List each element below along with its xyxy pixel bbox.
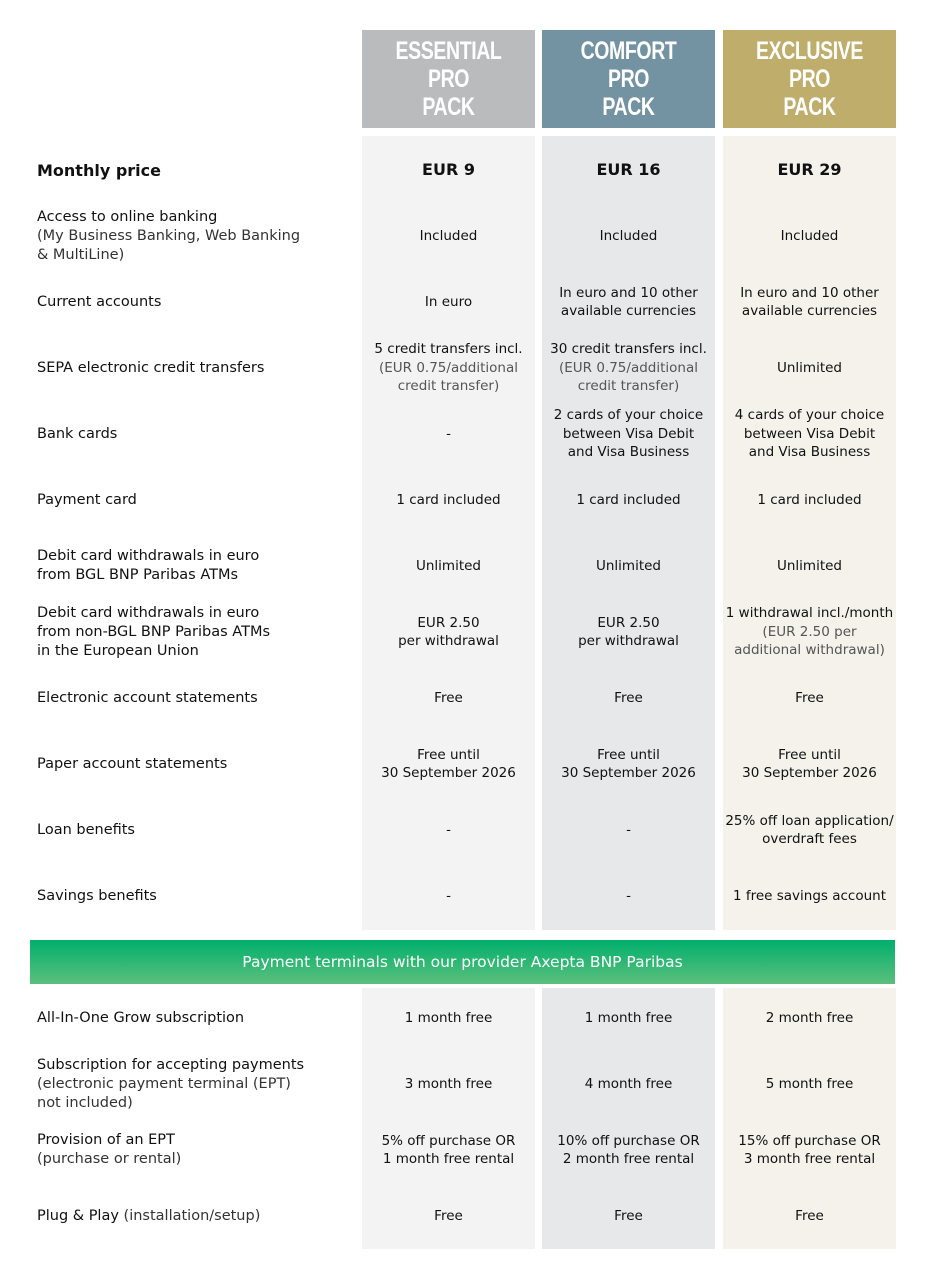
cell-value: Free <box>434 1207 463 1224</box>
cell-exclusive <box>723 599 896 665</box>
table-row <box>0 985 926 1051</box>
row-label <box>37 533 357 599</box>
cell-value: Free until 30 September 2026 <box>742 746 877 781</box>
cell-comfort <box>542 269 715 335</box>
table-row <box>0 335 926 401</box>
cell-essential <box>362 401 535 467</box>
cell-value: Free <box>434 689 463 706</box>
cell-value: 5% off purchase OR 1 month free rental <box>381 1132 516 1167</box>
cell-comfort <box>542 797 715 863</box>
cell-value: EUR 2.50 per withdrawal <box>578 614 679 649</box>
cell-comfort <box>542 665 715 731</box>
cell-exclusive <box>723 665 896 731</box>
cell-value: EUR 16 <box>596 159 661 179</box>
cell-value: EUR 2.50 per withdrawal <box>398 614 499 649</box>
cell-value: In euro and 10 other available currencies <box>740 284 879 319</box>
row-label <box>37 985 357 1051</box>
table-row <box>0 599 926 665</box>
row-label <box>37 599 357 665</box>
cell-value: 2 cards of your choice between Visa Debit and Visa Business <box>553 407 704 461</box>
row-label-main: Debit card withdrawals in euro from BGL BNP Paribas ATMs <box>37 548 260 583</box>
cell-value: 4 cards of your choice between Visa Debit and Visa Business <box>734 407 885 461</box>
cell-value: 4 month free <box>584 1075 673 1092</box>
cell-comfort <box>542 401 715 467</box>
cell-comfort <box>542 731 715 797</box>
cell-value: - <box>446 425 451 442</box>
cell-exclusive <box>723 1183 896 1249</box>
row-label-main: Payment card <box>37 491 137 508</box>
cell-value: 15% off purchase OR 3 month free rental <box>738 1132 881 1167</box>
cell-essential <box>362 1051 535 1117</box>
row-label-note: (My Business Banking, Web Banking & MultiLine) <box>37 227 301 263</box>
cell-exclusive <box>723 401 896 467</box>
cell-value: Unlimited <box>595 557 661 574</box>
cell-value: 30 credit transfers incl. <box>550 341 707 358</box>
table-row <box>0 467 926 533</box>
cell-value: Free <box>795 1207 824 1224</box>
cell-value: - <box>626 887 631 904</box>
table-row <box>0 797 926 863</box>
cell-exclusive <box>723 137 896 203</box>
cell-essential <box>362 863 535 929</box>
row-label-main: Loan benefits <box>37 821 135 838</box>
row-label-main: Subscription for accepting payments <box>37 1056 305 1073</box>
table-row <box>0 665 926 731</box>
cell-essential <box>362 797 535 863</box>
cell-value: - <box>446 887 451 904</box>
row-label-main: Electronic account statements <box>37 689 258 706</box>
cell-value: 1 month free <box>584 1009 673 1026</box>
row-label-note: (purchase or rental) <box>37 1151 182 1167</box>
cell-comfort <box>542 203 715 269</box>
cell-comfort <box>542 985 715 1051</box>
cell-value: 25% off loan application/ overdraft fees <box>725 812 894 847</box>
section-band-payment-terminals: Payment terminals with our provider Axepta BNP Paribas <box>30 940 895 984</box>
cell-comfort <box>542 1183 715 1249</box>
row-label <box>37 1183 357 1249</box>
cell-value: 1 card included <box>396 491 501 508</box>
cell-comfort <box>542 1051 715 1117</box>
table-row <box>0 269 926 335</box>
row-label <box>37 1051 357 1117</box>
cell-exclusive <box>723 335 896 401</box>
row-label-main: Monthly price <box>37 160 161 180</box>
cell-note: (EUR 0.75/additional credit transfer) <box>378 359 518 395</box>
row-label-main: Current accounts <box>37 293 162 310</box>
row-label <box>37 731 357 797</box>
row-label <box>37 269 357 335</box>
cell-value: Free <box>614 1207 643 1224</box>
cell-essential <box>362 731 535 797</box>
cell-value: Unlimited <box>776 359 842 376</box>
cell-value: 5 credit transfers incl. <box>374 341 523 358</box>
cell-value: In euro and 10 other available currencies <box>559 284 698 319</box>
cell-value: 1 card included <box>576 491 681 508</box>
cell-essential <box>362 203 535 269</box>
row-label <box>37 863 357 929</box>
cell-essential <box>362 533 535 599</box>
cell-value: 5 month free <box>765 1075 854 1092</box>
table-row <box>0 1183 926 1249</box>
cell-exclusive <box>723 1117 896 1183</box>
row-label-main: SEPA electronic credit transfers <box>37 359 265 376</box>
cell-essential <box>362 467 535 533</box>
cell-value: 1 free savings account <box>732 887 887 904</box>
cell-value: EUR 9 <box>422 159 475 179</box>
cell-exclusive <box>723 269 896 335</box>
row-label <box>37 1117 357 1183</box>
cell-essential <box>362 985 535 1051</box>
cell-value: Included <box>780 227 839 244</box>
cell-value: Included <box>599 227 658 244</box>
cell-essential <box>362 665 535 731</box>
row-label <box>37 335 357 401</box>
row-label-main: Paper account statements <box>37 755 228 772</box>
cell-essential <box>362 1183 535 1249</box>
cell-exclusive <box>723 731 896 797</box>
row-label <box>37 467 357 533</box>
row-label <box>37 203 357 269</box>
table-row <box>0 731 926 797</box>
row-label-main: Bank cards <box>37 425 118 442</box>
row-label-main: Provision of an EPT <box>37 1132 175 1148</box>
row-label-main: All-In-One Grow subscription <box>37 1009 245 1026</box>
cell-essential <box>362 137 535 203</box>
row-label-main: Access to online banking <box>37 208 218 225</box>
table-row <box>0 863 926 929</box>
cell-exclusive <box>723 533 896 599</box>
cell-essential <box>362 599 535 665</box>
row-label <box>37 797 357 863</box>
header-comfort-pro-pack: COMFORT PRO PACK <box>542 30 715 128</box>
cell-comfort <box>542 863 715 929</box>
cell-comfort <box>542 335 715 401</box>
cell-value: Included <box>419 227 478 244</box>
row-label <box>37 665 357 731</box>
cell-exclusive <box>723 1051 896 1117</box>
row-label-main: Plug & Play <box>37 1207 119 1224</box>
cell-value: - <box>626 821 631 838</box>
cell-value: 1 card included <box>757 491 862 508</box>
cell-value: EUR 29 <box>777 159 842 179</box>
cell-value: 3 month free <box>404 1075 493 1092</box>
cell-note: (EUR 2.50 per additional withdrawal) <box>734 623 885 659</box>
table-row <box>0 1117 926 1183</box>
cell-comfort <box>542 533 715 599</box>
cell-exclusive <box>723 467 896 533</box>
cell-value: Free until 30 September 2026 <box>381 746 516 781</box>
cell-value: 1 month free <box>404 1009 493 1026</box>
table-row <box>0 1051 926 1117</box>
cell-exclusive <box>723 797 896 863</box>
cell-value: Free <box>614 689 643 706</box>
row-label <box>37 401 357 467</box>
cell-essential <box>362 269 535 335</box>
cell-value: Unlimited <box>415 557 481 574</box>
row-label-main: Savings benefits <box>37 887 157 904</box>
cell-note: (EUR 0.75/additional credit transfer) <box>558 359 698 395</box>
header-exclusive-pro-pack: EXCLUSIVE PRO PACK <box>723 30 896 128</box>
cell-value: - <box>446 821 451 838</box>
table-row <box>0 533 926 599</box>
table-row <box>0 137 926 203</box>
header-essential-pro-pack: ESSENTIAL PRO PACK <box>362 30 535 128</box>
row-label-note: (installation/setup) <box>118 1207 261 1224</box>
cell-value: 1 withdrawal incl./month <box>725 605 894 622</box>
table-row <box>0 203 926 269</box>
cell-essential <box>362 335 535 401</box>
cell-exclusive <box>723 203 896 269</box>
cell-comfort <box>542 467 715 533</box>
row-label <box>37 137 357 203</box>
cell-comfort <box>542 137 715 203</box>
row-label-note: (electronic payment terminal (EPT) not included) <box>37 1075 291 1111</box>
cell-comfort <box>542 599 715 665</box>
cell-value: Free until 30 September 2026 <box>561 746 696 781</box>
cell-exclusive <box>723 863 896 929</box>
cell-value: 2 month free <box>765 1009 854 1026</box>
cell-comfort <box>542 1117 715 1183</box>
table-row <box>0 401 926 467</box>
cell-value: 10% off purchase OR 2 month free rental <box>557 1132 700 1167</box>
row-label-main: Debit card withdrawals in euro from non-BGL BNP Paribas ATMs in the European Union <box>37 604 271 659</box>
cell-essential <box>362 1117 535 1183</box>
cell-value: Free <box>795 689 824 706</box>
cell-value: Unlimited <box>776 557 842 574</box>
cell-exclusive <box>723 985 896 1051</box>
cell-value: In euro <box>424 293 473 310</box>
